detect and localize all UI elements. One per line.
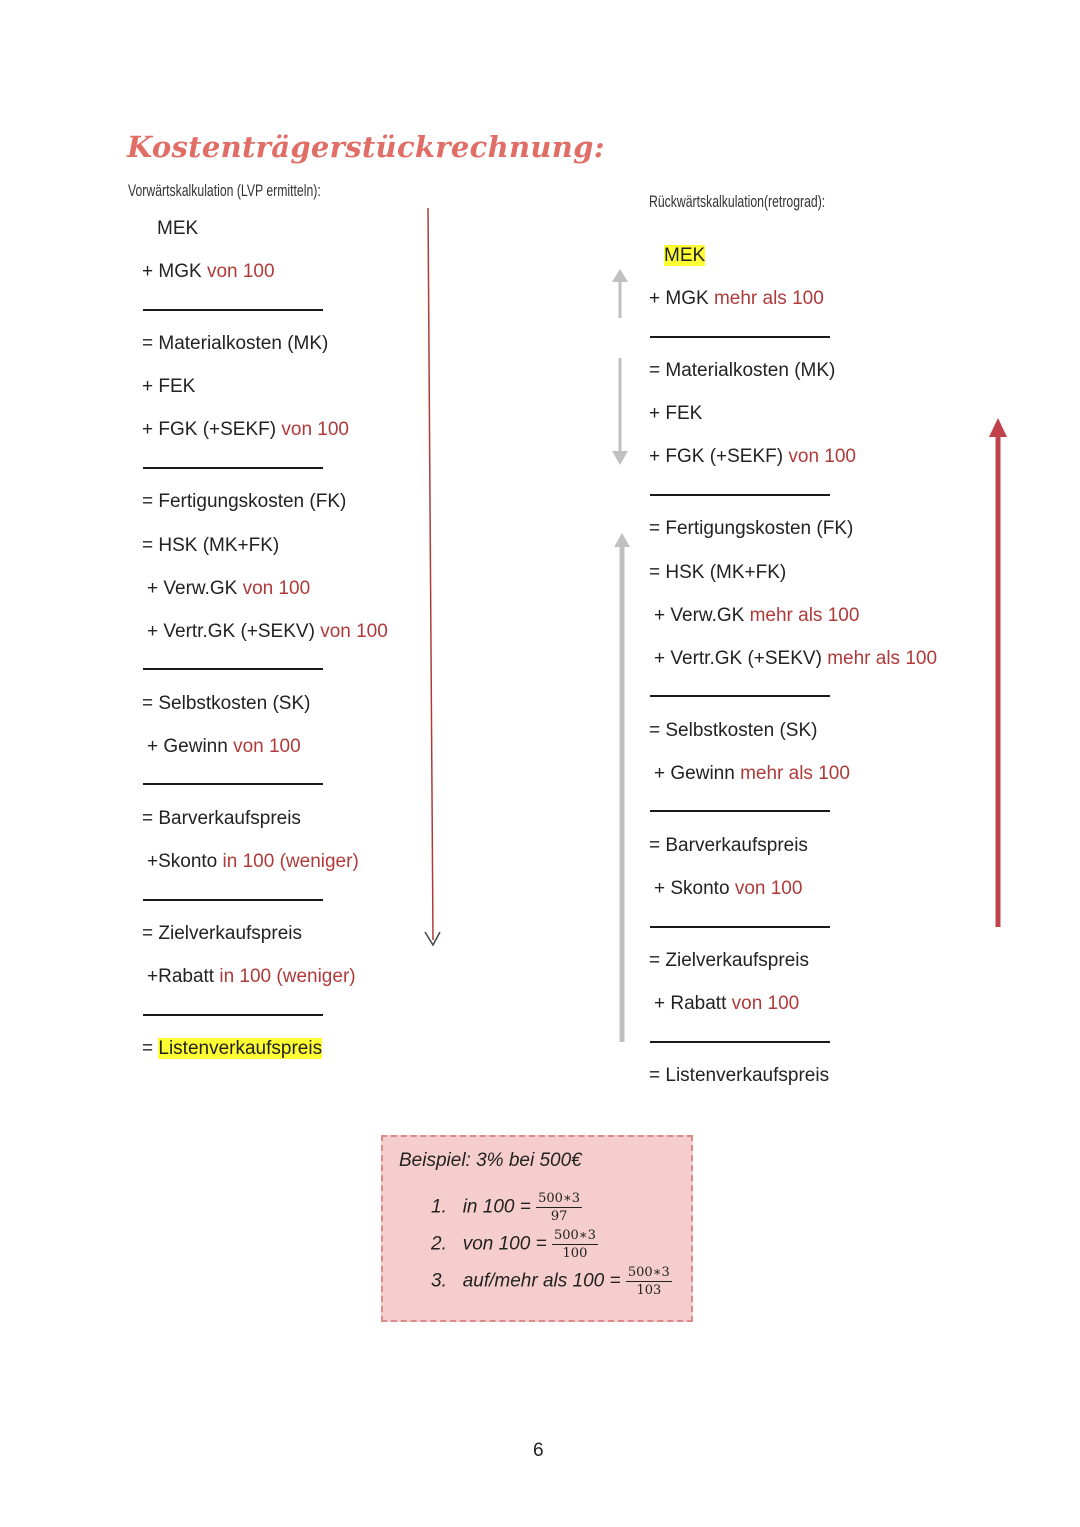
list-item: = HSK (MK+FK) <box>649 562 787 583</box>
sum-line <box>143 467 323 469</box>
list-item: 1. in 100 = $\frac{500∗3}{97}$ <box>431 1191 581 1224</box>
list-item: = Zielverkaufspreis <box>649 950 809 971</box>
list-item: = Fertigungskosten (FK) <box>142 491 347 512</box>
sum-line <box>650 695 830 697</box>
down-arrow-icon <box>420 205 450 950</box>
list-item: 3. auf/mehr als 100 = $\frac{500∗3}{103}$ <box>431 1265 670 1298</box>
list-item: 2. von 100 = $\frac{500∗3}{100}$ <box>431 1228 596 1261</box>
list-item: = Listenverkaufspreis <box>649 1065 830 1086</box>
sum-line <box>143 309 323 311</box>
up-arrow-icon <box>610 530 634 1044</box>
list-item: + Gewinn mehr als 100 <box>654 763 850 784</box>
list-item: = Barverkaufspreis <box>142 808 301 829</box>
list-item: = Fertigungskosten (FK) <box>649 518 854 539</box>
list-item: + FEK <box>142 376 196 397</box>
example-heading: Beispiel: 3% bei 500€ <box>399 1150 582 1171</box>
list-item: + Verw.GK mehr als 100 <box>654 605 860 626</box>
example-box <box>381 1135 693 1322</box>
list-item: +Skonto in 100 (weniger) <box>147 851 359 872</box>
list-item: + FEK <box>649 403 703 424</box>
list-item: MEK <box>664 245 706 266</box>
list-item: = Barverkaufspreis <box>649 835 808 856</box>
list-item: +Rabatt in 100 (weniger) <box>147 966 356 987</box>
down-arrow-icon <box>608 355 632 468</box>
up-arrow-icon <box>608 266 632 322</box>
up-arrow-icon <box>985 415 1011 930</box>
list-item: + Gewinn von 100 <box>147 736 301 757</box>
forward-heading: Vorwärtskalkulation (LVP ermitteln): <box>128 181 321 200</box>
list-item: + FGK (+SEKF) von 100 <box>649 446 856 467</box>
list-item: + FGK (+SEKF) von 100 <box>142 419 349 440</box>
sum-line <box>650 494 830 496</box>
list-item: = Selbstkosten (SK) <box>649 720 818 741</box>
fraction: $\frac{500∗3}{100}$ <box>553 1228 596 1261</box>
sum-line <box>143 1014 323 1016</box>
page-title: Kostenträgerstückrechnung: <box>127 130 605 164</box>
sum-line <box>650 810 830 812</box>
fraction: $\frac{500∗3}{97}$ <box>538 1191 581 1224</box>
list-item: + Vertr.GK (+SEKV) mehr als 100 <box>654 648 938 669</box>
list-item: + Rabatt von 100 <box>654 993 800 1014</box>
list-item: = HSK (MK+FK) <box>142 535 280 556</box>
sum-line <box>650 1041 830 1043</box>
list-item: MEK <box>157 218 199 239</box>
sum-line <box>650 336 830 338</box>
page-number: 6 <box>533 1440 544 1461</box>
sum-line <box>650 926 830 928</box>
list-item: = Listenverkaufspreis <box>142 1038 323 1059</box>
list-item: + MGK mehr als 100 <box>649 288 824 309</box>
fraction: $\frac{500∗3}{103}$ <box>627 1265 670 1298</box>
sum-line <box>143 668 323 670</box>
sum-line <box>143 783 323 785</box>
list-item: = Materialkosten (MK) <box>649 360 836 381</box>
list-item: + Vertr.GK (+SEKV) von 100 <box>147 621 388 642</box>
list-item: + Skonto von 100 <box>654 878 803 899</box>
list-item: + MGK von 100 <box>142 261 275 282</box>
list-item: = Zielverkaufspreis <box>142 923 302 944</box>
sum-line <box>143 899 323 901</box>
backward-heading: Rückwärtskalkulation(retrograd): <box>649 192 826 211</box>
list-item: + Verw.GK von 100 <box>147 578 311 599</box>
list-item: = Selbstkosten (SK) <box>142 693 311 714</box>
list-item: = Materialkosten (MK) <box>142 333 329 354</box>
